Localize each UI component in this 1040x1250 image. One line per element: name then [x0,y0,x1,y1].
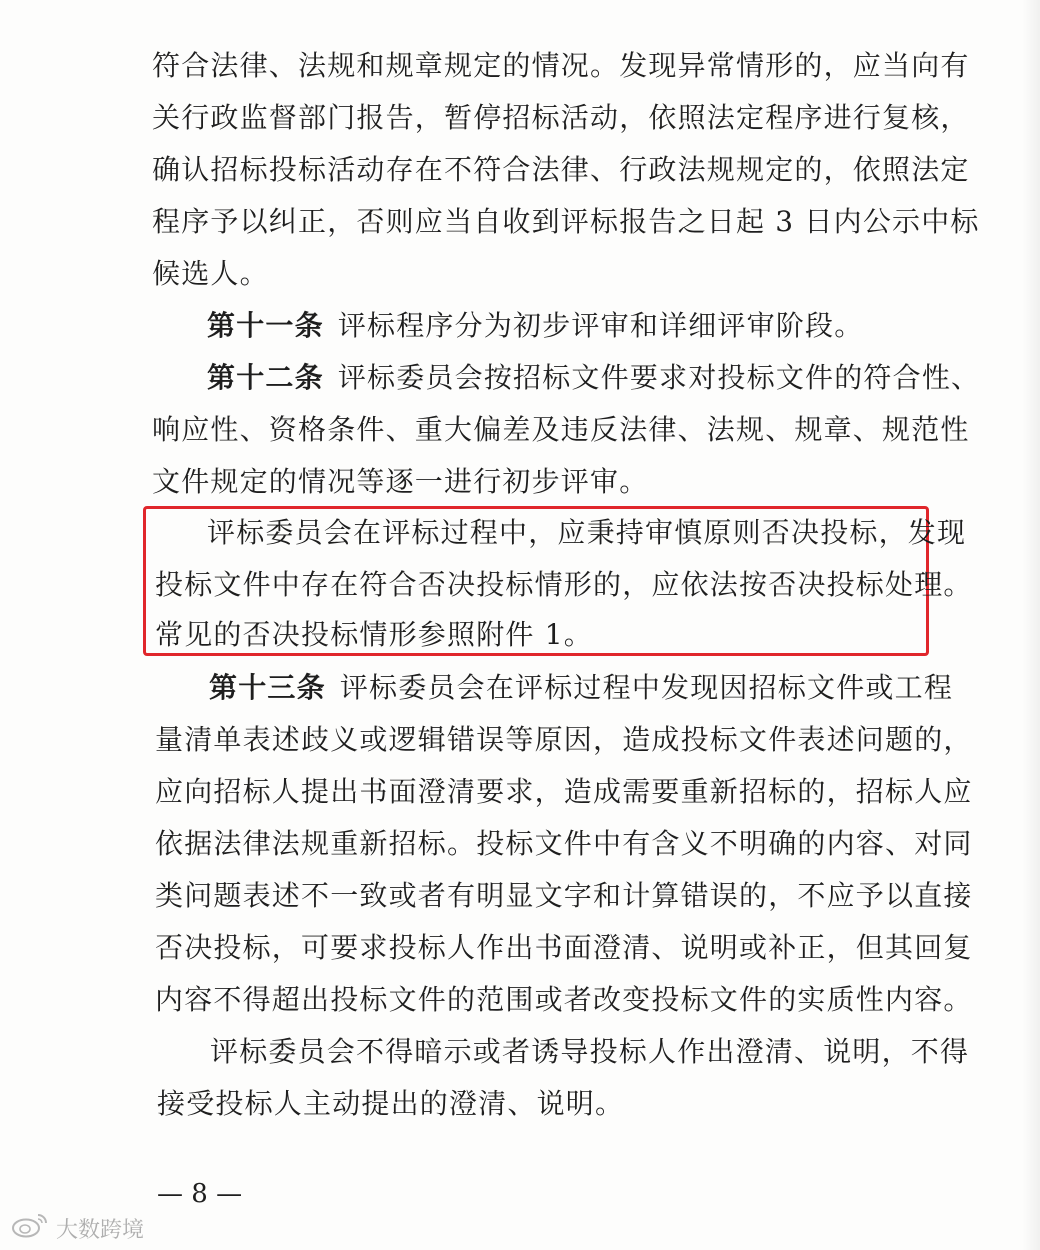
paragraph-line: 应向招标人提出书面澄清要求，造成需要重新招标的，招标人应 [155,775,973,808]
page-edge-shadow [1022,0,1040,1250]
watermark [10,1212,144,1244]
article-11-text: 评标程序分为初步评审和详细评审阶段。 [337,309,864,342]
paragraph-line: 文件规定的情况等逐一进行初步评审。 [152,465,649,498]
paragraph-line: 符合法律、法规和规章规定的情况。发现异常情形的，应当向有 [152,49,970,82]
article-12-label: 第十二条 [207,361,324,394]
highlighted-line: 常见的否决投标情形参照附件 1。 [155,618,593,651]
paragraph-line: 确认招标投标活动存在不符合法律、行政法规规定的，依照法定 [152,153,970,186]
highlighted-line: 评标委员会在评标过程中，应秉持审慎原则否决投标，发现 [207,516,967,549]
article-11 [207,306,863,346]
paragraph-line: 依据法律法规重新招标。投标文件中有含义不明确的内容、对同 [155,827,973,860]
paragraph-line: 否决投标，可要求投标人作出书面澄清、说明或补正，但其回复 [155,931,973,964]
article-13-label: 第十三条 [209,671,326,704]
article-12-text: 评标委员会按招标文件要求对投标文件的符合性、 [337,361,981,394]
weibo-logo-icon [10,1212,50,1244]
page-number: — 8 — [157,1179,243,1209]
paragraph-line: 类问题表述不一致或者有明显文字和计算错误的，不应予以直接 [155,879,973,912]
paragraph-line: 响应性、资格条件、重大偏差及违反法律、法规、规章、规范性 [152,413,970,446]
paragraph-line: 接受投标人主动提出的澄清、说明。 [157,1087,625,1120]
paragraph-line: 评标委员会不得暗示或者诱导投标人作出澄清、说明，不得 [210,1035,970,1068]
article-13 [209,668,953,708]
article-13-text: 评标委员会在评标过程中发现因招标文件或工程 [339,671,954,704]
article-12 [207,358,980,398]
paragraph-line: 内容不得超出投标文件的范围或者改变投标文件的实质性内容。 [155,983,973,1016]
paragraph-line: 量清单表述歧义或逻辑错误等原因，造成投标文件表述问题的， [155,723,973,756]
paragraph-line: 程序予以纠正，否则应当自收到评标报告之日起 3 日内公示中标 [152,205,980,238]
watermark-text: 大数跨境 [56,1217,145,1243]
article-11-label: 第十一条 [207,309,324,342]
highlighted-line: 投标文件中存在符合否决投标情形的，应依法按否决投标处理。 [155,568,973,601]
paragraph-line: 候选人。 [152,257,269,290]
paragraph-line: 关行政监督部门报告，暂停招标活动，依照法定程序进行复核， [152,101,970,134]
